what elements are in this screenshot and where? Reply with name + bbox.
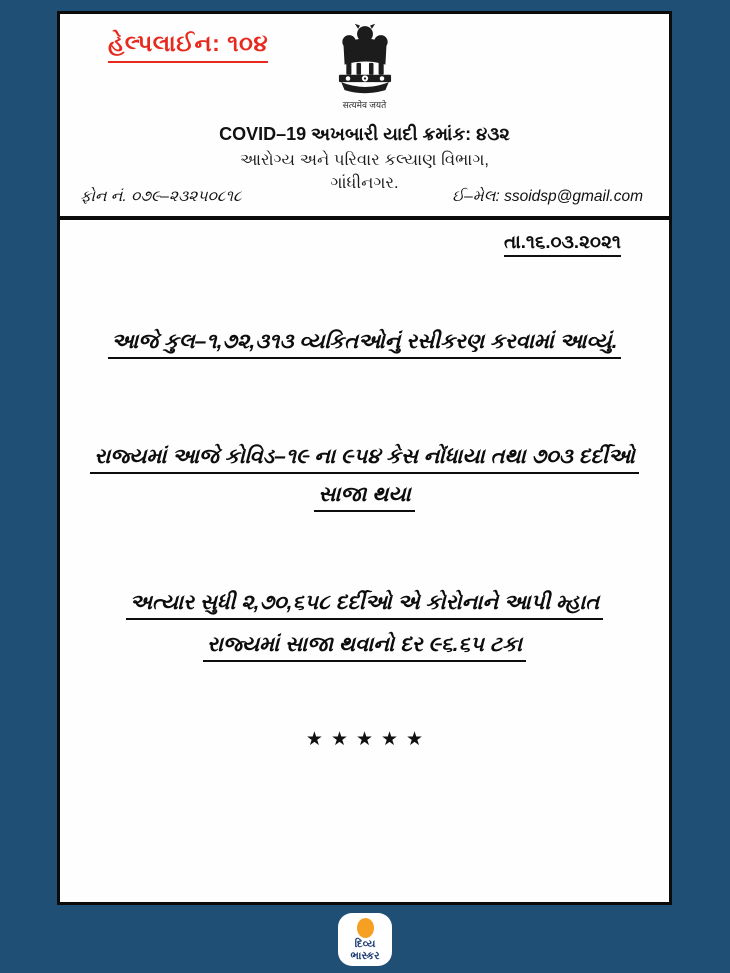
headline-text: સાજા થયા (314, 483, 414, 512)
headline-vaccination (60, 330, 669, 368)
headline-recovery (60, 591, 669, 675)
logo-text-line2: ભાસ્કર (350, 950, 380, 962)
divya-bhaskar-logo (338, 913, 392, 966)
header-divider (60, 216, 669, 220)
helpline-label: હેલ્પલાઈન: ૧૦૪ (108, 30, 268, 63)
emblem-motto: सत्यमेव जयते (342, 100, 387, 110)
email-address: ઈ–મેલ: ssoidsp@gmail.com (452, 188, 643, 205)
press-release-page (57, 11, 672, 905)
headline-line (60, 445, 669, 474)
phone-number: ફોન નં. ૦૭૯–૨૩૨૫૦૮૧૮ (80, 188, 242, 205)
headline-text: રાજ્યમાં આજે કોવિડ–૧૯ ના ૯૫૪ કેસ નોંધાયા તથા ૭૦૩ દર્દીઓ (90, 445, 639, 474)
headline-text: આજે કુલ–૧,૭૨,૩૧૩ વ્યકિતઓનું રસીકરણ કરવામાં આવ્યું. (108, 330, 622, 359)
logo-text-line1: દિવ્ય (354, 938, 376, 950)
national-emblem (331, 22, 399, 111)
headline-text: રાજ્યમાં સાજા થવાનો દર ૯૬.૬૫ ટકા (203, 633, 526, 662)
department-city: ગાંધીનગર. (330, 174, 399, 192)
contact-row (60, 188, 669, 206)
headline-line (60, 633, 669, 662)
press-date: તા.૧૬.૦૩.૨૦૨૧ (504, 231, 621, 257)
headline-text: અત્યાર સુધી ૨,૭૦,૬૫૮ દર્દીઓ એ કોરોનાને આપી મ્હાત (126, 591, 603, 620)
headline-line (60, 483, 669, 512)
ashoka-lion-capital-icon (331, 22, 399, 97)
headline-line (60, 591, 669, 620)
department-name: આરોગ્ય અને પરિવાર કલ્યાણ વિભાગ, (240, 151, 489, 169)
press-note-title: COVID–19 અખબારી યાદી ક્રમાંક: ૪૩૨ (219, 124, 510, 144)
headline-daily-cases (60, 445, 669, 521)
headline-line (60, 330, 669, 359)
logo-sun-icon (357, 918, 374, 938)
star-separator: ★★★★★ (305, 729, 432, 750)
